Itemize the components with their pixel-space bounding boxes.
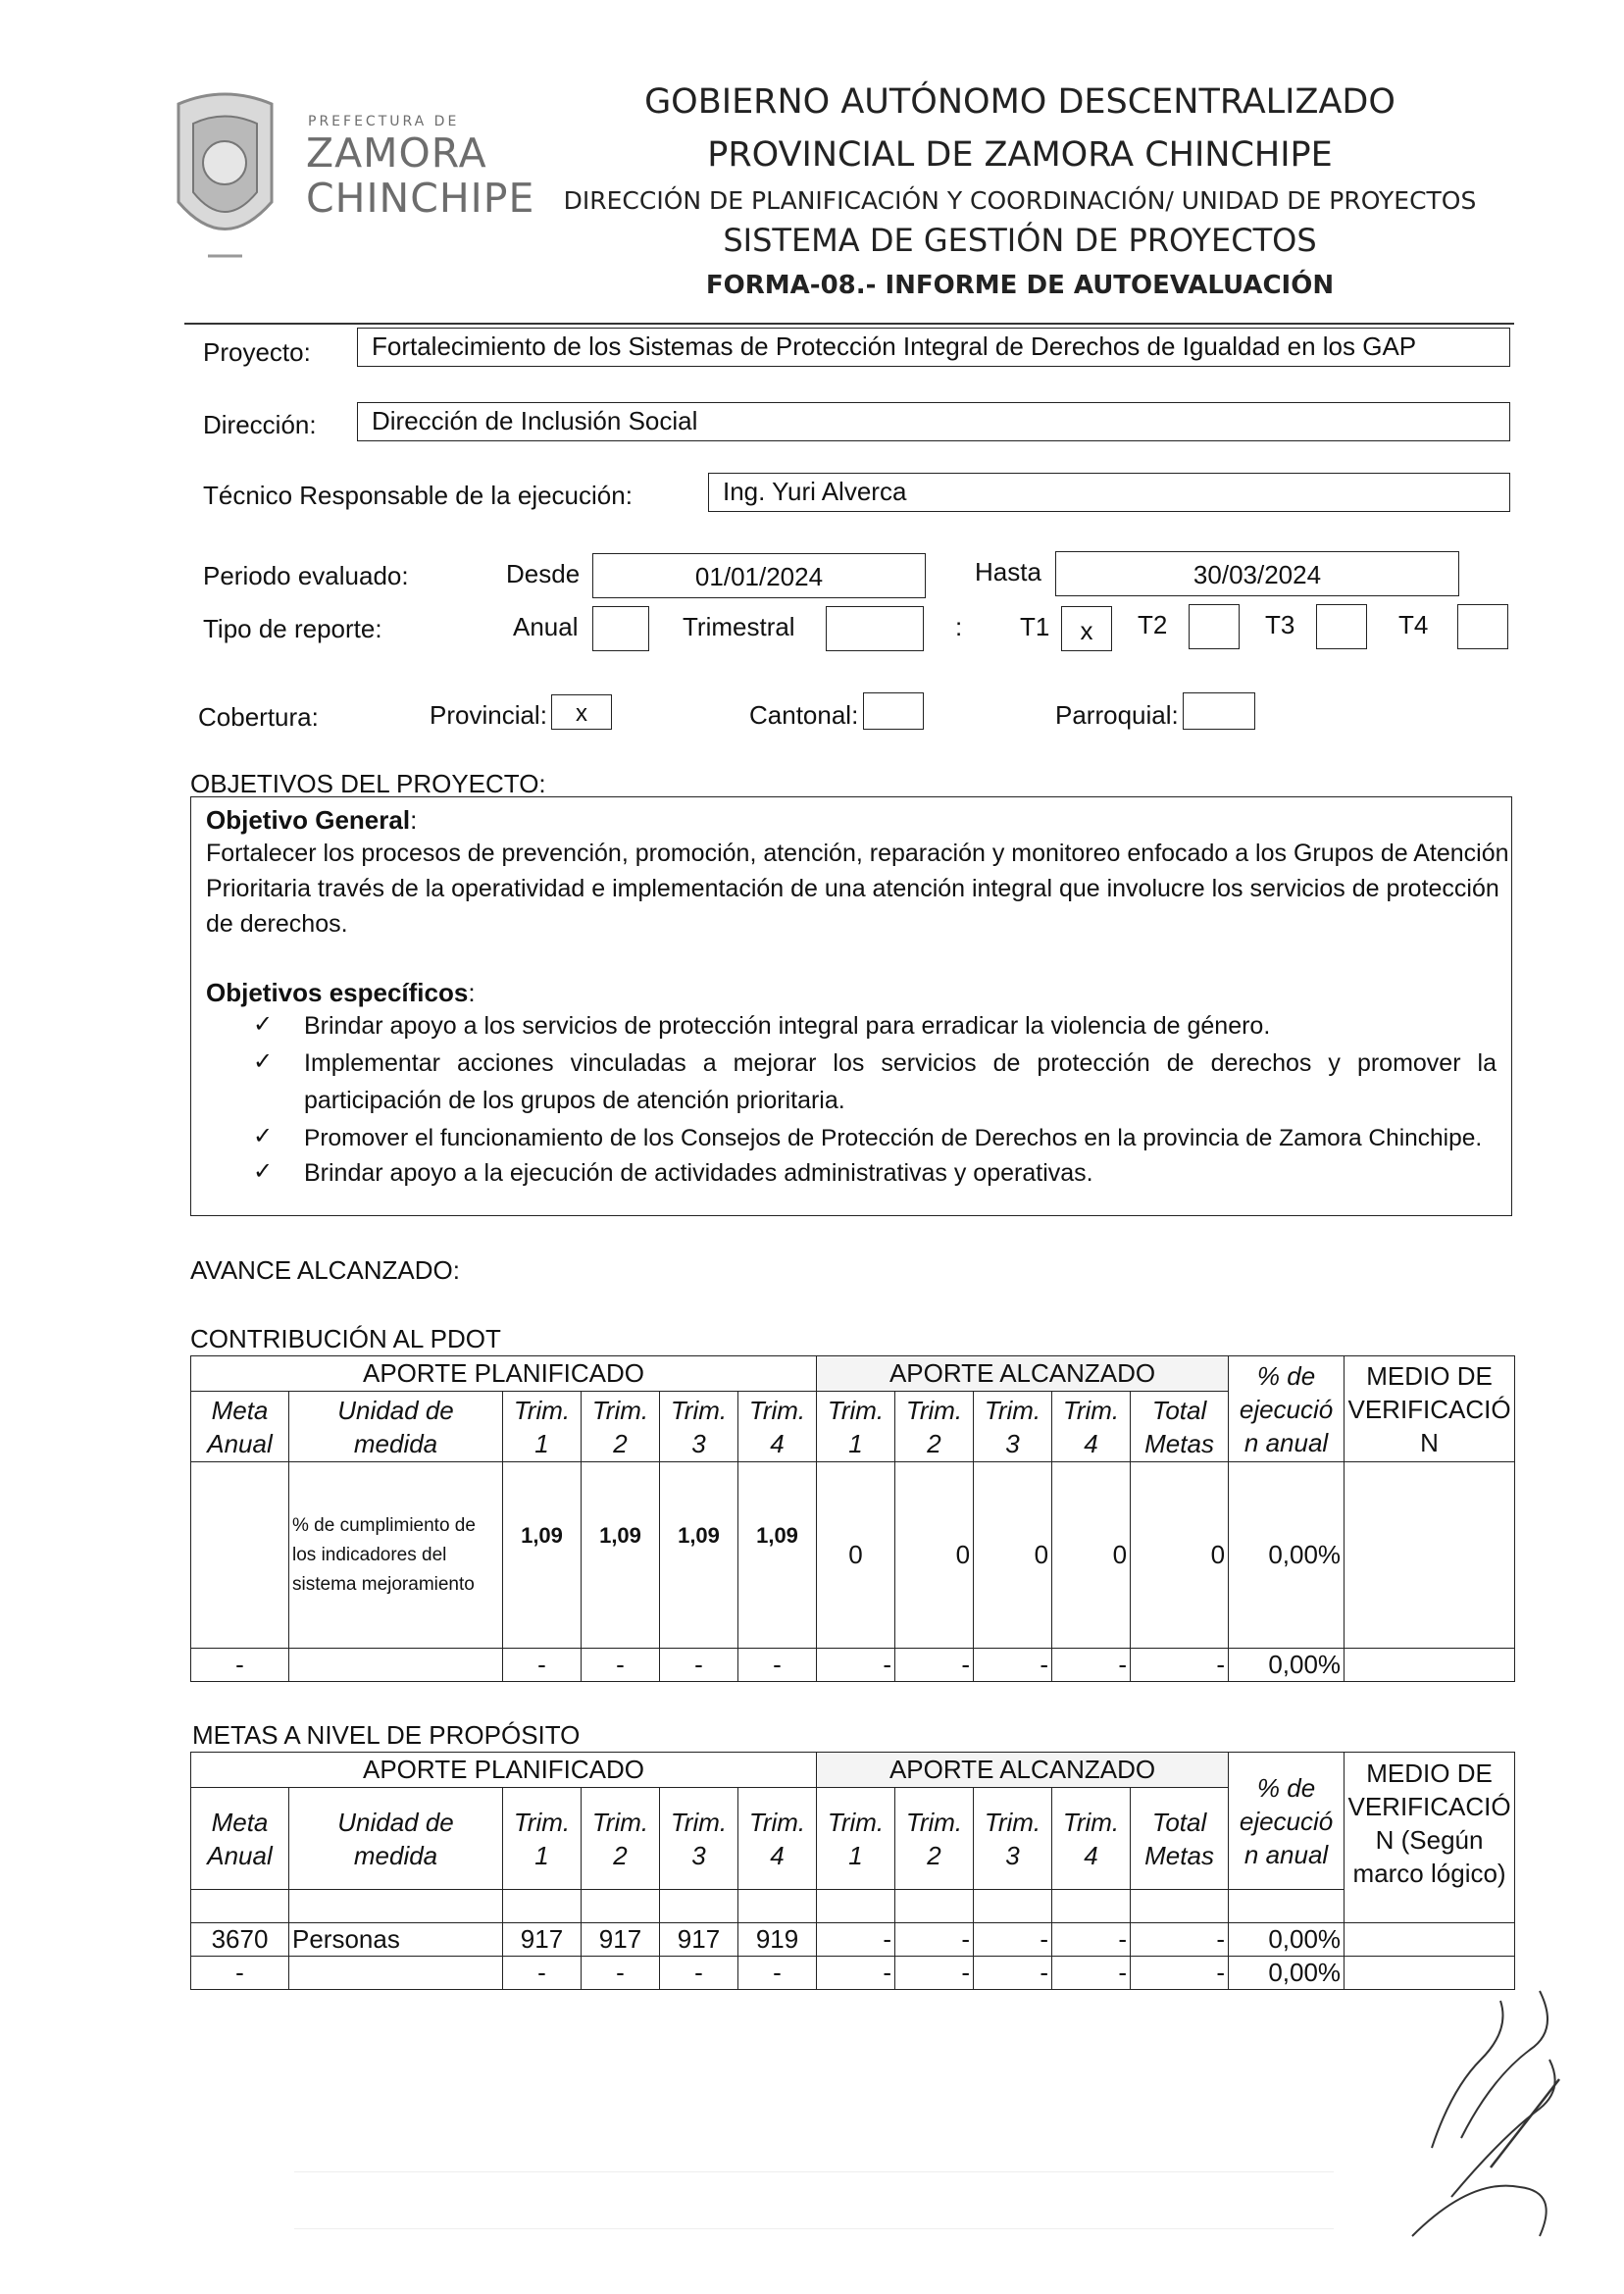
pdot-r2-ejec: 0,00% (1229, 1649, 1345, 1682)
metas-r2-plan1: - (503, 1957, 582, 1990)
logo-zamora: ZAMORA (306, 129, 487, 177)
metas-col-trim4-plan: Trim. 4 (738, 1788, 817, 1890)
t3-label: T3 (1265, 610, 1295, 639)
pdot-r1-total: 0 (1131, 1462, 1229, 1649)
metas-r1-plan3: 917 (660, 1923, 738, 1957)
t2-checkbox[interactable] (1189, 604, 1240, 649)
pdot-title: CONTRIBUCIÓN AL PDOT (190, 1324, 501, 1353)
objetivos-especificos-colon: : (468, 978, 476, 1007)
metas-r1-alc3: - (974, 1923, 1052, 1957)
metas-spacer-cell (660, 1890, 738, 1923)
pdot-col-trim1-alc: Trim. 1 (817, 1392, 895, 1462)
metas-spacer-cell (974, 1890, 1052, 1923)
direccion-field[interactable]: Dirección de Inclusión Social (357, 402, 1510, 441)
logo-top-text: PREFECTURA DE (308, 114, 460, 129)
metas-col-total: Total Metas (1131, 1788, 1229, 1890)
metas-r1-unidad: Personas (289, 1923, 503, 1957)
objetivos-especificos-heading: Objetivos específicos (206, 978, 469, 1007)
pdot-r1-alc1: 0 (817, 1462, 895, 1649)
checkmark-icon: ✓ (253, 1011, 274, 1038)
pdot-r2-alc2: - (895, 1649, 974, 1682)
metas-col-trim2-alc: Trim. 2 (895, 1788, 974, 1890)
metas-r1-plan2: 917 (582, 1923, 660, 1957)
objetivo-especifico-2: Implementar acciones vinculadas a mejorar los servicios de protección de derechos y promover la (304, 1049, 1497, 1077)
pdot-group-planificado: APORTE PLANIFICADO (191, 1356, 817, 1392)
pdot-col-unidad: Unidad de medida (289, 1392, 503, 1462)
pdot-col-trim4-alc: Trim. 4 (1052, 1392, 1131, 1462)
periodo-label: Periodo evaluado: (203, 561, 409, 590)
header-line2: PROVINCIAL DE ZAMORA CHINCHIPE (707, 135, 1333, 175)
pdot-r2-alc3: - (974, 1649, 1052, 1682)
metas-col-trim3-alc: Trim. 3 (974, 1788, 1052, 1890)
metas-col-unidad: Unidad de medida (289, 1788, 503, 1890)
metas-r1-plan1: 917 (503, 1923, 582, 1957)
parroquial-checkbox[interactable] (1183, 692, 1255, 730)
pdot-col-trim1-plan: Trim. 1 (503, 1392, 582, 1462)
metas-col-trim2-plan: Trim. 2 (582, 1788, 660, 1890)
metas-title: METAS A NIVEL DE PROPÓSITO (192, 1720, 581, 1750)
pdot-r1-ejec: 0,00% (1229, 1462, 1345, 1649)
t1-checkbox[interactable]: x (1061, 606, 1112, 651)
metas-r1-ejec: 0,00% (1229, 1923, 1345, 1957)
objetivo-general-colon: : (410, 805, 418, 835)
table-row (191, 1890, 1515, 1923)
trimestral-label: Trimestral (683, 612, 795, 641)
header-line4: SISTEMA DE GESTIÓN DE PROYECTOS (723, 222, 1317, 259)
footer-divider (294, 2171, 1334, 2172)
table-row (191, 1649, 1515, 1682)
direccion-label: Dirección: (203, 410, 317, 439)
checkmark-icon: ✓ (253, 1158, 274, 1185)
metas-spacer-cell (582, 1890, 660, 1923)
header-line1: GOBIERNO AUTÓNOMO DESCENTRALIZADO (644, 82, 1396, 122)
metas-spacer-cell (817, 1890, 895, 1923)
header (549, 78, 1491, 314)
metas-r1-meta: 3670 (191, 1923, 289, 1957)
pdot-r1-plan1: 1,09 (503, 1462, 582, 1649)
parroquial-label: Parroquial: (1055, 700, 1179, 730)
table-row (191, 1462, 1515, 1649)
metas-col-trim3-plan: Trim. 3 (660, 1788, 738, 1890)
pdot-r2-plan3: - (660, 1649, 738, 1682)
pdot-col-trim2-alc: Trim. 2 (895, 1392, 974, 1462)
metas-spacer-cell (895, 1890, 974, 1923)
pdot-col-trim2-plan: Trim. 2 (582, 1392, 660, 1462)
metas-r2-alc3: - (974, 1957, 1052, 1990)
metas-r1-total: - (1131, 1923, 1229, 1957)
pdot-r2-plan2: - (582, 1649, 660, 1682)
anual-label: Anual (513, 612, 579, 641)
objetivo-general-line2: Prioritaria través de la operatividad e implementación de una atención integral que involucre los servicios de protección (206, 875, 1499, 902)
objetivo-general-title (206, 802, 417, 839)
metas-col-medio: MEDIO DE VERIFICACIÓ N (Según marco lógico) (1345, 1753, 1515, 1923)
metas-spacer-cell (738, 1890, 817, 1923)
pdot-col-trim3-plan: Trim. 3 (660, 1392, 738, 1462)
footer-divider (294, 2228, 1334, 2229)
pdot-col-trim4-plan: Trim. 4 (738, 1392, 817, 1462)
header-line5: FORMA-08.- INFORME DE AUTOEVALUACIÓN (705, 271, 1335, 300)
metas-r2-alc1: - (817, 1957, 895, 1990)
pdot-r2-total: - (1131, 1649, 1229, 1682)
pdot-col-medio: MEDIO DE VERIFICACIÓ N (1345, 1356, 1515, 1462)
t4-checkbox[interactable] (1457, 604, 1508, 649)
pdot-r1-plan3: 1,09 (660, 1462, 738, 1649)
checkmark-icon: ✓ (253, 1123, 274, 1149)
pdot-r1-medio (1345, 1462, 1515, 1649)
metas-table (190, 1752, 1515, 1990)
pdot-r2-plan4: - (738, 1649, 817, 1682)
objetivo-especifico-2-cont: participación de los grupos de atención prioritaria. (304, 1087, 845, 1114)
metas-spacer-cell (503, 1890, 582, 1923)
metas-col-trim1-alc: Trim. 1 (817, 1788, 895, 1890)
metas-spacer-cell (1131, 1890, 1229, 1923)
objetivos-especificos-title (206, 975, 476, 1011)
metas-r2-plan2: - (582, 1957, 660, 1990)
metas-col-meta: Meta Anual (191, 1788, 289, 1890)
t1-label: T1 (1020, 612, 1050, 641)
objetivo-especifico-1: Brindar apoyo a los servicios de protección integral para erradicar la violencia de género. (304, 1012, 1271, 1040)
coat-of-arms-icon (169, 84, 281, 266)
t2-label: T2 (1138, 610, 1168, 639)
pdot-col-trim3-alc: Trim. 3 (974, 1392, 1052, 1462)
hasta-label: Hasta (975, 557, 1041, 586)
cantonal-label: Cantonal: (749, 700, 859, 730)
metas-r2-unidad (289, 1957, 503, 1990)
pdot-group-alcanzado: APORTE ALCANZADO (817, 1356, 1229, 1392)
metas-col-trim4-alc: Trim. 4 (1052, 1788, 1131, 1890)
signature-icon (1393, 1942, 1579, 2256)
pdot-r2-meta: - (191, 1649, 289, 1682)
anual-checkbox[interactable] (592, 606, 649, 651)
pdot-r2-plan1: - (503, 1649, 582, 1682)
metas-spacer-cell (289, 1890, 503, 1923)
metas-group-planificado: APORTE PLANIFICADO (191, 1753, 817, 1788)
tecnico-field[interactable]: Ing. Yuri Alverca (708, 473, 1510, 512)
pdot-r1-plan4: 1,09 (738, 1462, 817, 1649)
metas-r1-alc4: - (1052, 1923, 1131, 1957)
logo-chinchipe: CHINCHIPE (306, 175, 535, 222)
metas-r1-plan4: 919 (738, 1923, 817, 1957)
desde-field[interactable]: 01/01/2024 (592, 553, 926, 598)
objetivos-section-title: OBJETIVOS DEL PROYECTO: (190, 769, 546, 798)
proyecto-field[interactable]: Fortalecimiento de los Sistemas de Protección Integral de Derechos de Igualdad en los GAP (357, 328, 1510, 367)
tipo-colon: : (955, 612, 963, 641)
metas-spacer-cell (191, 1890, 289, 1923)
pdot-r2-unidad (289, 1649, 503, 1682)
objetivo-general-line1: Fortalecer los procesos de prevención, promoción, atención, reparación y monitoreo enfocado a los Grupos de Atención (206, 840, 1509, 867)
metas-r2-plan4: - (738, 1957, 817, 1990)
metas-group-alcanzado: APORTE ALCANZADO (817, 1753, 1229, 1788)
pdot-col-ejecucion: % de ejecució n anual (1229, 1356, 1345, 1462)
pdot-r1-meta (191, 1462, 289, 1649)
pdot-r2-alc4: - (1052, 1649, 1131, 1682)
logo (169, 84, 551, 271)
proyecto-label: Proyecto: (203, 337, 311, 367)
metas-col-ejecucion: % de ejecució n anual (1229, 1753, 1345, 1890)
pdot-r1-alc4: 0 (1052, 1462, 1131, 1649)
metas-col-trim1-plan: Trim. 1 (503, 1788, 582, 1890)
metas-r1-alc1: - (817, 1923, 895, 1957)
pdot-r1-unidad: % de cumplimiento de los indicadores del sistema mejoramiento (289, 1462, 503, 1649)
metas-r2-alc4: - (1052, 1957, 1131, 1990)
pdot-r2-medio (1345, 1649, 1515, 1682)
table-row (191, 1957, 1515, 1990)
metas-r2-alc2: - (895, 1957, 974, 1990)
metas-r2-meta: - (191, 1957, 289, 1990)
provincial-label: Provincial: (430, 700, 547, 730)
metas-spacer-cell (1052, 1890, 1131, 1923)
checkmark-icon: ✓ (253, 1048, 274, 1075)
hasta-field[interactable]: 30/03/2024 (1055, 551, 1459, 596)
metas-r2-ejec: 0,00% (1229, 1957, 1345, 1990)
tecnico-label: Técnico Responsable de la ejecución: (203, 481, 633, 510)
metas-r1-alc2: - (895, 1923, 974, 1957)
pdot-r1-alc3: 0 (974, 1462, 1052, 1649)
cobertura-label: Cobertura: (198, 702, 319, 732)
pdot-r1-alc2: 0 (895, 1462, 974, 1649)
objetivo-general-line3: de derechos. (206, 910, 348, 938)
pdot-col-total: Total Metas (1131, 1392, 1229, 1462)
header-divider (184, 323, 1514, 325)
header-line3: DIRECCIÓN DE PLANIFICACIÓN Y COORDINACIÓN/ UNIDAD DE PROYECTOS (563, 186, 1477, 215)
objetivo-general-heading: Objetivo General (206, 805, 411, 835)
objetivo-especifico-4: Brindar apoyo a la ejecución de actividades administrativas y operativas. (304, 1159, 1093, 1187)
pdot-r2-alc1: - (817, 1649, 895, 1682)
desde-label: Desde (506, 559, 581, 588)
provincial-checkbox[interactable]: x (551, 694, 612, 730)
t3-checkbox[interactable] (1316, 604, 1367, 649)
avance-title: AVANCE ALCANZADO: (190, 1255, 460, 1285)
pdot-col-meta: Meta Anual (191, 1392, 289, 1462)
metas-r2-total: - (1131, 1957, 1229, 1990)
tipo-reporte-label: Tipo de reporte: (203, 614, 382, 643)
table-row (191, 1923, 1515, 1957)
t4-label: T4 (1398, 610, 1429, 639)
trimestral-checkbox[interactable] (826, 606, 924, 651)
objetivo-especifico-3: Promover el funcionamiento de los Consejos de Protección de Derechos en la provincia de Zamora Chinchipe. (304, 1125, 1483, 1151)
pdot-table (190, 1355, 1515, 1682)
cantonal-checkbox[interactable] (863, 692, 924, 730)
pdot-r1-plan2: 1,09 (582, 1462, 660, 1649)
metas-spacer-cell (1229, 1890, 1345, 1923)
metas-r2-plan3: - (660, 1957, 738, 1990)
